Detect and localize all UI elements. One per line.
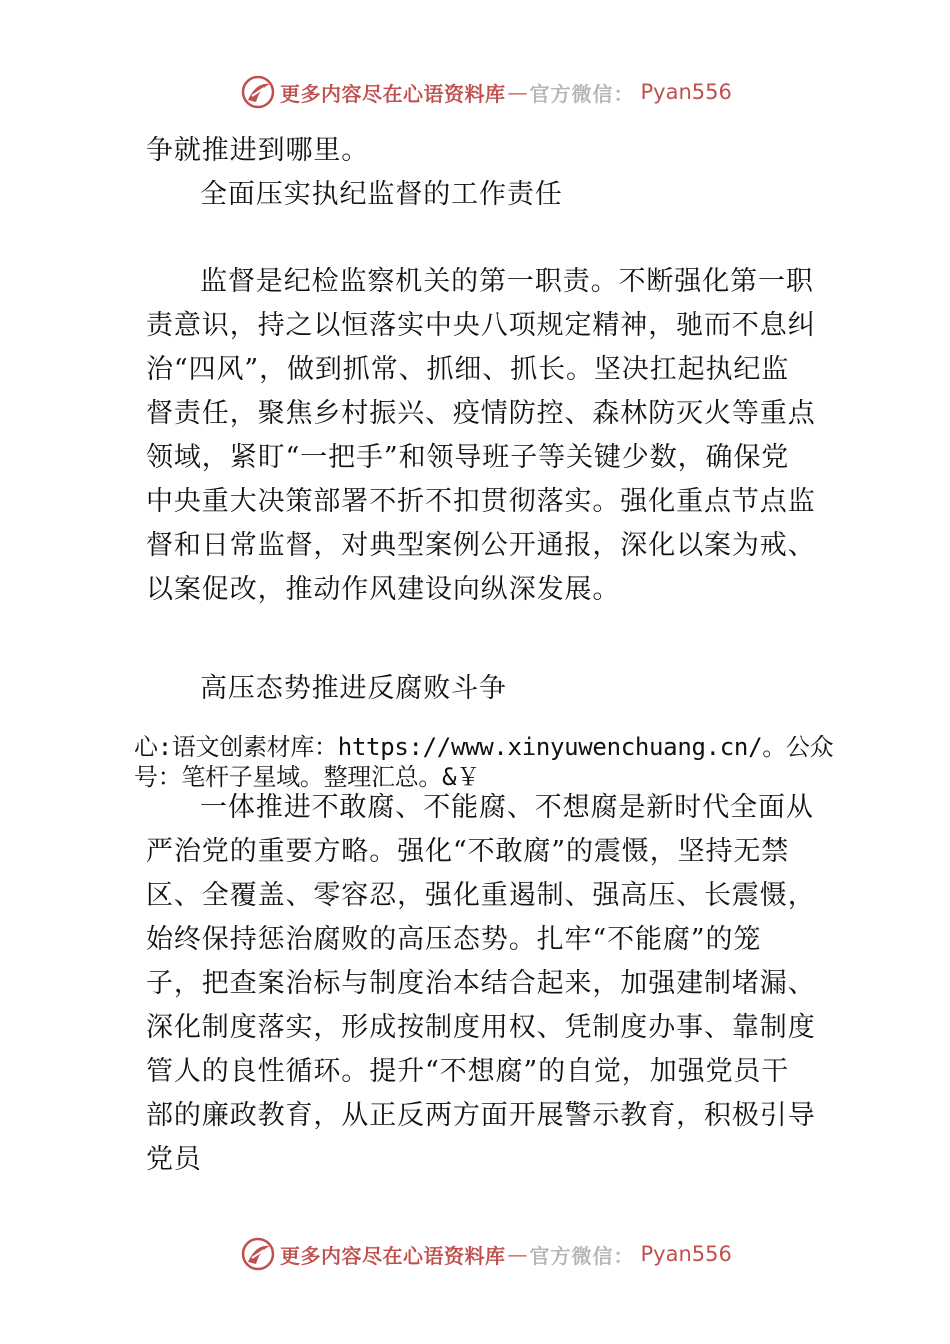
lead-line: 争就推进到哪里。 — [146, 135, 370, 166]
header-banner — [240, 72, 732, 112]
banner-wechat-label: 官方微信： — [529, 81, 635, 106]
xinyu-logo-icon — [240, 1236, 276, 1272]
banner-title: 更多内容尽在心语资料库 — [280, 1243, 506, 1268]
banner-title: 更多内容尽在心语资料库 — [280, 81, 506, 106]
paragraph-1: 监督是纪检监察机关的第一职责。不断强化第一职责意识，持之以恒落实中央八项规定精神，驰而不息纠治“四风”，做到抓常、抓细、抓长。坚决扛起执纪监督责任，聚焦乡村振兴、疫情防控、森林防灭火等重点领域，紧盯“一把手”和领导班子等关键少数，确保党中央重大决策部署不折不扣贯彻落实。强化重点节点监督和日常监督，对典型案例公开通报，深化以案为戒、以案促改，推动作风建设向纵深发展。 — [146, 266, 816, 605]
banner-wechat-id: Pyan556 — [640, 1242, 732, 1266]
inserted-note: 心:语文创素材库：https://www.xinyuwenchuang.cn/。公众号：笔杆子星域。整理汇总。&￥ — [134, 733, 834, 791]
banner-wechat-label: 官方微信： — [529, 1243, 635, 1268]
banner-separator: — — [507, 1242, 528, 1266]
banner-separator: — — [507, 80, 528, 104]
section-heading-1: 全面压实执纪监督的工作责任 — [200, 179, 563, 210]
banner-wechat-id: Pyan556 — [640, 80, 732, 104]
section-heading-2: 高压态势推进反腐败斗争 — [200, 673, 507, 704]
footer-banner — [240, 1234, 732, 1274]
paragraph-2: 一体推进不敢腐、不能腐、不想腐是新时代全面从严治党的重要方略。强化“不敢腐”的震慑，坚持无禁区、全覆盖、零容忍，强化重遏制、强高压、长震慑，始终保持惩治腐败的高压态势。扎牢“不能腐”的笼子，把查案治标与制度治本结合起来，加强建制堵漏、深化制度落实，形成按制度用权、凭制度办事、靠制度管人的良性循环。提升“不想腐”的自觉，加强党员干部的廉政教育，从正反两方面开展警示教育，积极引导党员 — [146, 792, 816, 1175]
xinyu-logo-icon — [240, 74, 276, 110]
